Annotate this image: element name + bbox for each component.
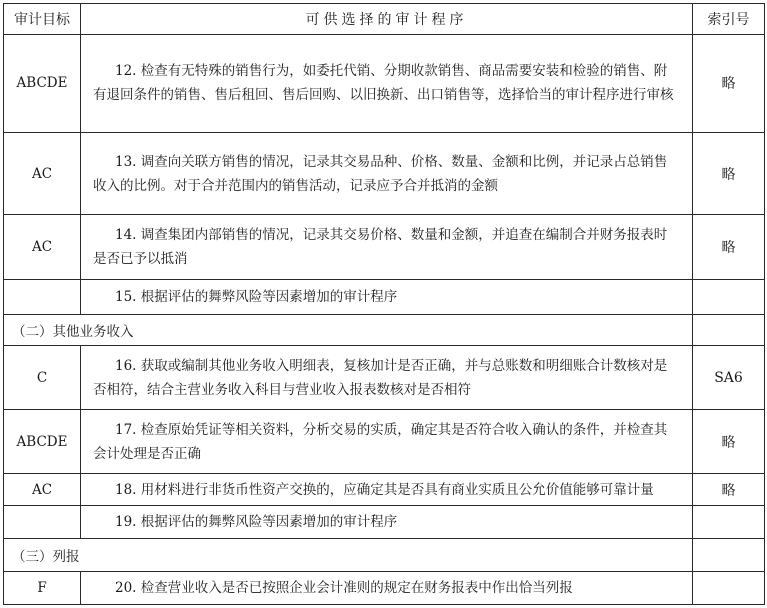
table-row	[4, 346, 765, 410]
header-procedure: 可供选择的审计程序	[81, 4, 693, 35]
table-row	[4, 280, 765, 315]
table-row	[4, 474, 765, 506]
row-target: F	[4, 571, 81, 604]
table-row	[4, 571, 765, 604]
row-index: 略	[693, 410, 765, 474]
header-target: 审计目标	[4, 4, 81, 35]
row-target	[4, 505, 81, 538]
row-target: C	[4, 346, 81, 410]
row-index	[693, 505, 765, 538]
header-row	[4, 4, 765, 35]
row-procedure: 13. 调查向关联方销售的情况，记录其交易品种、价格、数量、金额和比例，并记录占总销售收入的比例。对于合并范围内的销售活动，记录应予合并抵消的金额	[81, 132, 693, 214]
row-procedure: 17. 检查原始凭证等相关资料，分析交易的实质，确定其是否符合收入确认的条件，并检查其会计处理是否正确	[81, 410, 693, 474]
audit-procedures-table	[3, 3, 765, 605]
row-procedure: 12. 检查有无特殊的销售行为，如委托代销、分期收款销售、商品需要安装和检验的销售、附有退回条件的销售、售后租回、售后回购、以旧换新、出口销售等，选择恰当的审计程序进行审核	[81, 34, 693, 132]
row-procedure: 18. 用材料进行非货币性资产交换的，应确定其是否具有商业实质且公允价值能够可靠计量	[81, 474, 693, 506]
table-row	[4, 410, 765, 474]
section-row	[4, 315, 765, 346]
section-title: （二）其他业务收入	[4, 315, 693, 346]
row-target: AC	[4, 215, 81, 280]
table-row	[4, 34, 765, 132]
table-row	[4, 215, 765, 280]
row-index: 略	[693, 215, 765, 280]
row-index: 略	[693, 34, 765, 132]
row-index: 略	[693, 132, 765, 214]
section-title: （三）列报	[4, 538, 693, 571]
row-target	[4, 280, 81, 315]
section-row	[4, 538, 765, 571]
row-target: AC	[4, 474, 81, 506]
row-index: 略	[693, 474, 765, 506]
section-index-empty	[693, 315, 765, 346]
row-index	[693, 571, 765, 604]
row-procedure: 14. 调查集团内部销售的情况，记录其交易价格、数量和金额，并追查在编制合并财务报表时是否已予以抵消	[81, 215, 693, 280]
row-target: ABCDE	[4, 34, 81, 132]
row-target: ABCDE	[4, 410, 81, 474]
table-row	[4, 505, 765, 538]
row-procedure: 16. 获取或编制其他业务收入明细表，复核加计是否正确，并与总账数和明细账合计数核对是否相符，结合主营业务收入科目与营业收入报表数核对是否相符	[81, 346, 693, 410]
table-row	[4, 132, 765, 214]
row-index	[693, 280, 765, 315]
row-index: SA6	[693, 346, 765, 410]
row-target: AC	[4, 132, 81, 214]
section-index-empty	[693, 538, 765, 571]
row-procedure: 20. 检查营业收入是否已按照企业会计准则的规定在财务报表中作出恰当列报	[81, 571, 693, 604]
header-index: 索引号	[693, 4, 765, 35]
row-procedure: 19. 根据评估的舞弊风险等因素增加的审计程序	[81, 505, 693, 538]
row-procedure: 15. 根据评估的舞弊风险等因素增加的审计程序	[81, 280, 693, 315]
